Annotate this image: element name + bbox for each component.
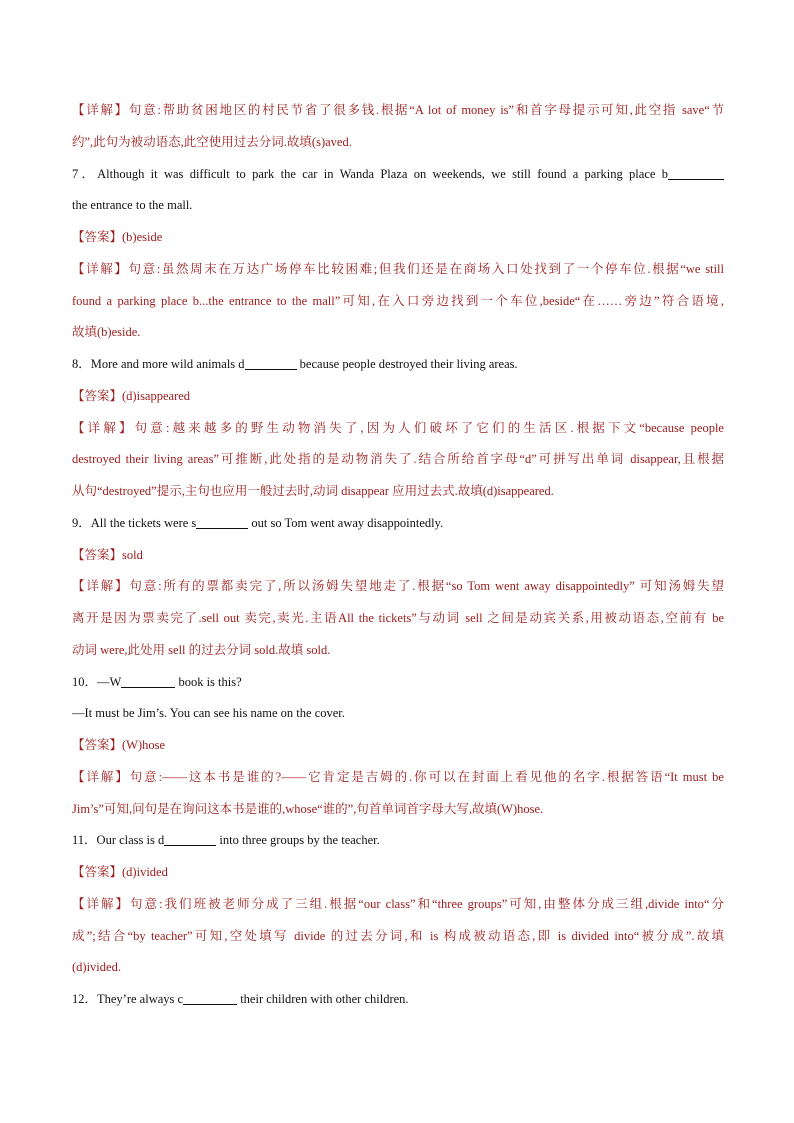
answer-blank[interactable] <box>668 167 724 180</box>
explanation-line: 离开是因为票卖完了.sell out 卖完,卖光.主语All the tickets”与动词 sell 之间是动宾关系,用被动语态,空前有 be <box>72 611 724 625</box>
explanation-tag: 【详解】 <box>72 261 129 276</box>
explanation-line: 【详解】句意:虽然周末在万达广场停车比较困难;但我们还是在商场入口处找到了一个停车位.根据“we still <box>72 261 724 276</box>
explanation-line: 【详解】句意:帮助贫困地区的村民节省了很多钱.根据“A lot of money is”和首字母提示可知,此空指 save“节 <box>72 103 724 117</box>
question-8: 8．More and more wild animals d because people destroyed their living areas. <box>72 357 518 371</box>
explanation-line: destroyed their living areas”可推断,此处指的是动物消失了.结合所给首字母“d”可拼写出单词 disappear,且根据 <box>72 452 724 467</box>
document-page <box>72 95 724 1016</box>
explanation-line: 故填(b)eside. <box>72 325 141 340</box>
answer-tag: 【答案】 <box>72 388 123 403</box>
question-7-line-2: the entrance to the mall. <box>72 198 193 213</box>
answer-line <box>72 540 724 572</box>
answer-line <box>72 730 724 762</box>
question-12: 12．They’re always c their children with other children. <box>72 992 409 1006</box>
explanation-line: 【详解】句意:所有的票都卖完了,所以汤姆失望地走了.根据“so Tom went away disappointedly” 可知汤姆失望 <box>72 579 724 594</box>
explanation-tag: 【详解】 <box>72 896 131 911</box>
question-11: 11．Our class is d into three groups by the teacher. <box>72 833 380 848</box>
answer-blank[interactable] <box>245 357 297 370</box>
answer-tag: 【答案】 <box>72 865 123 879</box>
explanation-line: 动词 were,此处用 sell 的过去分词 sold.故填 sold. <box>72 642 331 657</box>
explanation-line: 【详解】句意:——这本书是谁的?——它肯定是吉姆的.你可以在封面上看见他的名字.根据答语“It must be <box>72 769 724 784</box>
answer-blank[interactable] <box>183 992 237 1005</box>
question-9: 9．All the tickets were s out so Tom went away disappointedly. <box>72 515 444 530</box>
answer-tag: 【答案】 <box>72 547 123 562</box>
explanation-tag: 【详解】 <box>72 103 129 117</box>
explanation-line: 约”,此句为被动语态,此空使用过去分词.故填(s)aved. <box>72 134 352 149</box>
question-10-line-2: —It must be Jim’s. You can see his name on the cover. <box>72 706 345 721</box>
answer-value: sold <box>122 547 143 562</box>
explanation-line: (d)ivided. <box>72 960 121 975</box>
explanation-line: 从句“destroyed”提示,主句也应用一般过去时,动词 disappear 应用过去式.故填(d)isappeared. <box>72 484 554 498</box>
answer-value: (d)ivided <box>122 865 168 879</box>
question-10: 10．—W book is this? <box>72 674 242 689</box>
explanation-tag: 【详解】 <box>72 420 135 435</box>
answer-blank[interactable] <box>196 516 248 529</box>
answer-blank[interactable] <box>164 833 216 846</box>
answer-line <box>72 857 724 889</box>
explanation-tag: 【详解】 <box>72 769 130 784</box>
answer-value: (W)hose <box>122 738 166 752</box>
explanation-line: 【详解】句意:越来越多的野生动物消失了,因为人们破坏了它们的生活区.根据下文“because people <box>72 420 724 435</box>
answer-tag: 【答案】 <box>72 230 123 244</box>
answer-value: (b)eside <box>122 230 163 244</box>
explanation-tag: 【详解】 <box>72 579 130 594</box>
explanation-line: 【详解】句意:我们班被老师分成了三组.根据“our class”和“three groups”可知,由整体分成三组,divide into“分 <box>72 896 724 911</box>
explanation-line: found a parking place b...the entrance to the mall”可知,在入口旁边找到一个车位,beside“在……旁边”符合语境, <box>72 293 724 308</box>
answer-value: (d)isappeared <box>122 388 191 403</box>
answer-line <box>72 381 724 413</box>
answer-tag: 【答案】 <box>72 738 123 752</box>
question-7: 7．Although it was difficult to park the car in Wanda Plaza on weekends, we still found a parking place b <box>72 159 724 191</box>
answer-blank[interactable] <box>121 675 175 688</box>
explanation-line: 成”;结合“by teacher”可知,空处填写 divide 的过去分词,和 is 构成被动语态,即 is divided into“被分成”.故填 <box>72 928 724 943</box>
explanation-line: Jim’s”可知,问句是在询问这本书是谁的,whose“谁的”,句首单词首字母大写,故填(W)hose. <box>72 801 544 816</box>
answer-line <box>72 222 724 254</box>
